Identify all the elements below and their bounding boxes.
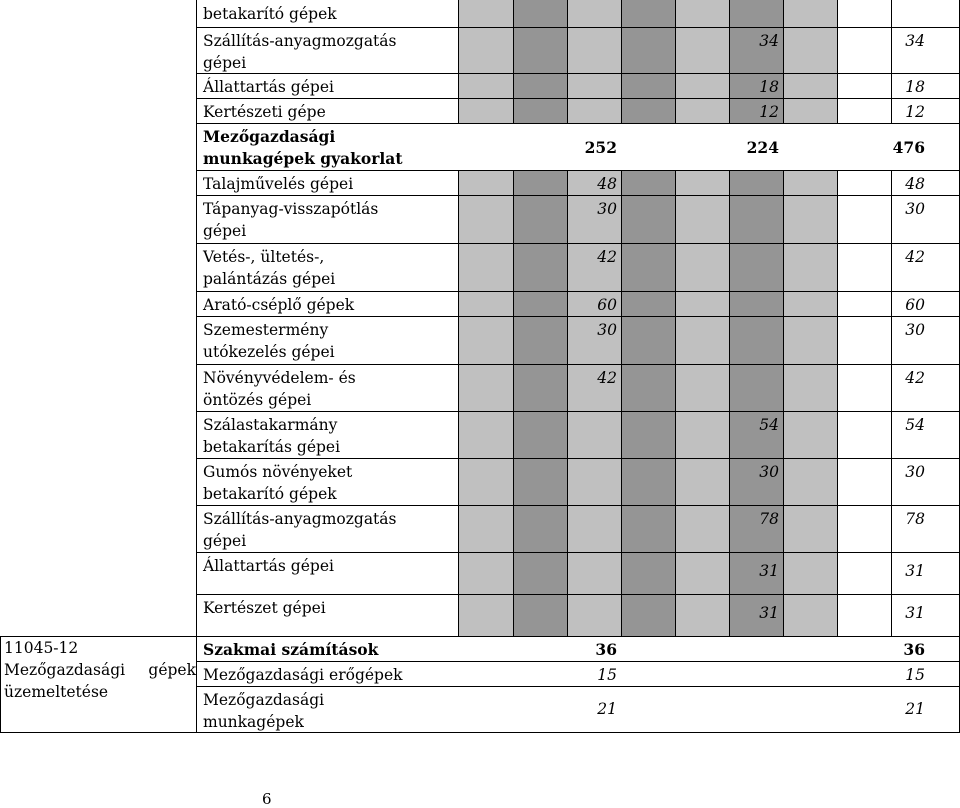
value-c: 15 [905, 666, 925, 684]
row-label-line: gépei [203, 222, 247, 240]
row-label-line: Mezőgazdasági [203, 127, 336, 146]
shade-light [458, 0, 513, 27]
value-c: 60 [905, 296, 925, 314]
value-a: 48 [597, 175, 617, 193]
value-a: 252 [584, 138, 617, 157]
value-c: 42 [905, 248, 925, 266]
value-a: 42 [597, 248, 617, 266]
shade-dark [621, 0, 675, 27]
value-b: 54 [759, 416, 779, 434]
value-c: 54 [905, 416, 925, 434]
value-c: 12 [905, 103, 925, 121]
value-c: 36 [903, 640, 925, 659]
row-label-line: Szállítás-anyagmozgatás [203, 510, 397, 528]
row-label-line: öntözés gépei [203, 391, 312, 409]
section-code: 11045-12 [4, 639, 79, 657]
value-c: 18 [905, 78, 925, 96]
value-c: 48 [905, 175, 925, 193]
value-a: 30 [597, 321, 617, 339]
row-label-line: Kertészet gépei [203, 599, 326, 617]
row-label-line: betakarító gépek [203, 485, 337, 503]
value-c: 78 [905, 510, 925, 528]
section-name-line2: üzemeltetése [4, 683, 109, 701]
row-label-line: Szállítás-anyagmozgatás [203, 32, 397, 50]
value-b: 12 [759, 103, 779, 121]
row-label-line: Szálastakarmány [203, 416, 338, 434]
value-c: 30 [905, 463, 925, 481]
row-label-line: Szakmai számítások [203, 640, 379, 659]
value-c: 31 [905, 604, 925, 622]
value-c: 30 [905, 321, 925, 339]
value-b: 30 [759, 463, 779, 481]
shade-light [567, 0, 621, 27]
value-a: 15 [597, 666, 617, 684]
value-b: 34 [759, 32, 779, 50]
value-a: 21 [597, 700, 617, 718]
value-b: 78 [759, 510, 779, 528]
row-label-line: munkagépek [203, 713, 304, 731]
shade-dark [729, 0, 783, 27]
row-label-line: Arató-cséplő gépek [203, 296, 355, 314]
value-b: 31 [759, 562, 779, 580]
row-label-line: Mezőgazdasági erőgépek [203, 666, 403, 684]
value-b: 31 [759, 604, 779, 622]
shade-light [675, 0, 729, 27]
row-label-line: betakarítás gépei [203, 438, 341, 456]
row-label-line: Mezőgazdasági [203, 691, 325, 709]
value-c: 30 [905, 200, 925, 218]
row-label-line: Tápanyag-visszapótlás [203, 200, 379, 218]
value-c: 42 [905, 369, 925, 387]
row-label-line: betakarító gépek [203, 5, 337, 23]
value-c: 34 [905, 32, 925, 50]
value-a: 42 [597, 369, 617, 387]
value-b: 224 [746, 138, 779, 157]
row-label-line: Gumós növényeket [203, 463, 353, 481]
section-name-word2: gépek [148, 661, 196, 679]
row-label-line: Vetés-, ültetés-, [203, 248, 325, 266]
row-label-line: Talajművelés gépei [203, 175, 354, 193]
row-label-line: gépei [203, 54, 247, 72]
page-number: 6 [262, 790, 272, 808]
row-label-line: Állattartás gépei [203, 557, 334, 575]
row-label [203, 0, 337, 25]
row-label-line: palántázás gépei [203, 270, 336, 288]
value-c: 476 [892, 138, 925, 157]
value-c: 21 [905, 700, 925, 718]
shade-light [783, 0, 837, 27]
value-b: 18 [759, 78, 779, 96]
row-label-line: Állattartás gépei [203, 78, 334, 96]
section-name-word1: Mezőgazdasági [4, 661, 126, 679]
row-label-line: gépei [203, 532, 247, 550]
row-label-line: munkagépek gyakorlat [203, 149, 403, 168]
row-label-line: utókezelés gépei [203, 343, 335, 361]
value-a: 36 [595, 640, 617, 659]
section-cell [4, 637, 196, 703]
shade-dark [513, 0, 567, 27]
value-c: 31 [905, 562, 925, 580]
value-a: 30 [597, 200, 617, 218]
row-label-line: Növényvédelem- és [203, 369, 356, 387]
row-label-line: Kertészeti gépe [203, 103, 326, 121]
row-label-line: Szemestermény [203, 321, 329, 339]
value-a: 60 [597, 296, 617, 314]
